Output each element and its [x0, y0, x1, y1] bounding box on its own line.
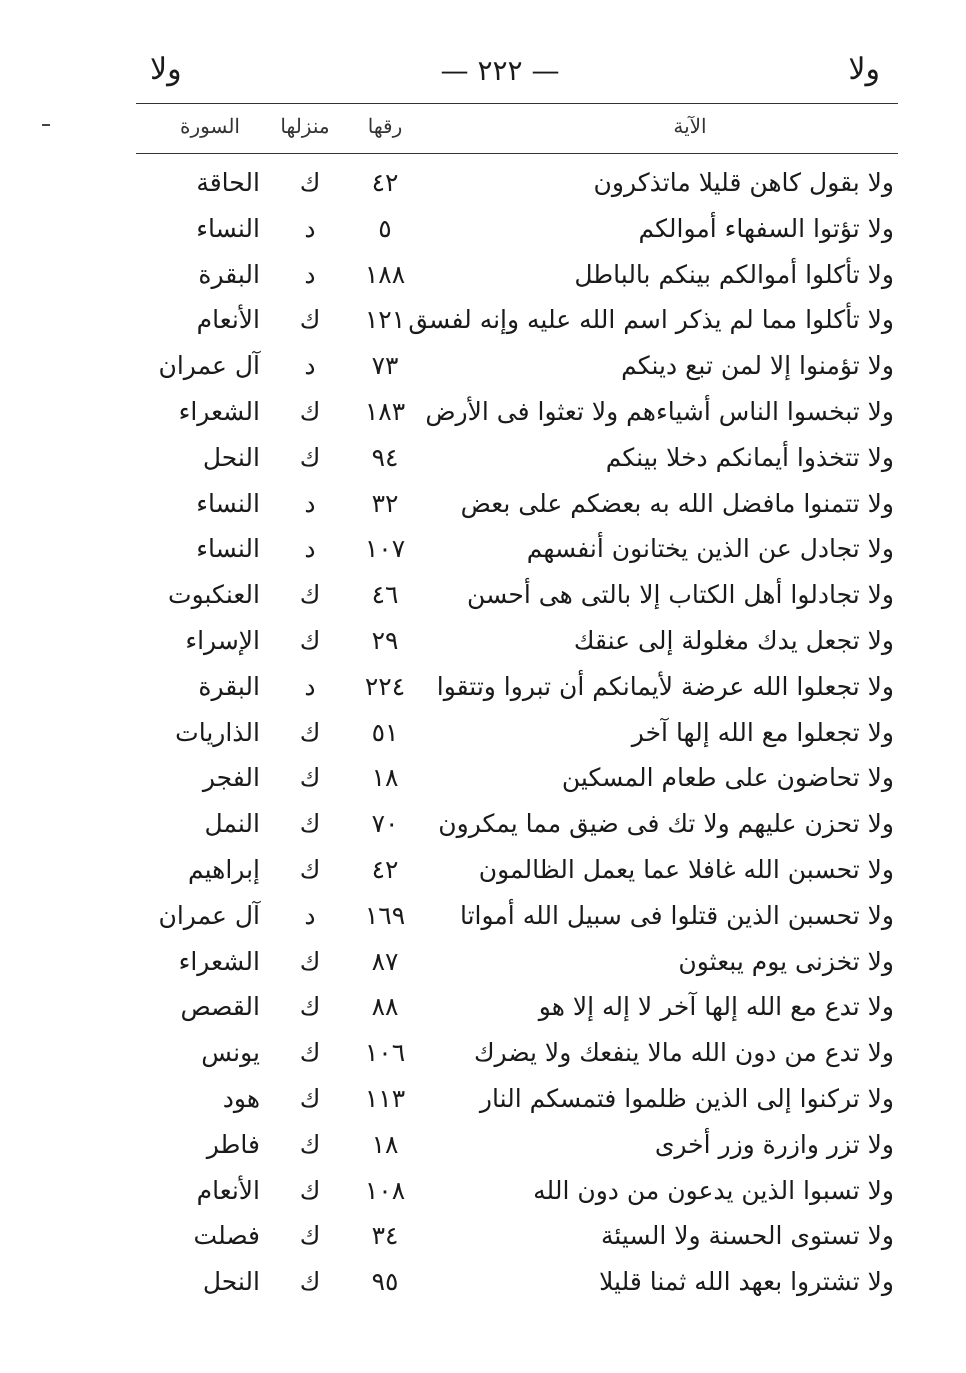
verse-text: ولا تتمنوا مافضل الله به بعضكم على بعض	[460, 488, 894, 518]
sura-name: الإسراء	[185, 625, 260, 655]
verse-number: ٩٥	[371, 1267, 399, 1297]
revelation-place: د	[304, 900, 316, 930]
sura-name: يونس	[201, 1038, 260, 1068]
revelation-place: د	[304, 488, 316, 518]
sura-name: الحاقة	[196, 168, 260, 197]
page-number: — ٢٢٢ —	[440, 54, 560, 87]
verse-number: ١٠٨	[364, 1175, 406, 1205]
revelation-place: ك	[299, 763, 321, 793]
revelation-place: ك	[299, 580, 321, 610]
table-row	[0, 572, 966, 618]
revelation-place: ك	[299, 1221, 321, 1251]
verse-text: ولا تركنوا إلى الذين ظلموا فتمسكم النار	[479, 1083, 894, 1113]
table-row	[0, 847, 966, 893]
sura-name: النمل	[204, 809, 260, 839]
verse-text: ولا تحسبن الله غافلا عما يعمل الظالمون	[478, 854, 894, 884]
verse-number: ١٢١	[364, 305, 406, 335]
sura-name: إبراهيم	[187, 854, 260, 884]
verse-text: ولا تجعلوا مع الله إلها آخر	[631, 717, 894, 747]
sura-name: الشعراء	[178, 396, 260, 426]
revelation-place: د	[304, 351, 316, 381]
verse-text: ولا تسبوا الذين يدعون من دون الله	[533, 1175, 894, 1205]
sura-name: آل عمران	[158, 351, 260, 381]
verse-number: ١٦٩	[364, 900, 406, 930]
sura-name: النساء	[196, 213, 260, 243]
table-row	[0, 1213, 966, 1259]
revelation-place: ك	[299, 442, 321, 472]
verse-text: ولا تخزنى يوم يبعثون	[678, 946, 894, 976]
verse-number: ١٠٦	[364, 1038, 406, 1068]
verse-number: ٥	[378, 213, 392, 243]
table-row	[0, 710, 966, 756]
table-row	[0, 481, 966, 527]
verse-number: ٨٧	[371, 946, 399, 976]
revelation-place: ك	[299, 305, 321, 335]
revelation-place: ك	[299, 717, 321, 747]
sura-name: الأنعام	[196, 1175, 260, 1205]
revelation-place: ك	[299, 1083, 321, 1113]
revelation-place: ك	[299, 1129, 321, 1159]
verse-number: ١٨٣	[364, 396, 406, 426]
top-rule	[136, 103, 898, 104]
table-row	[0, 801, 966, 847]
column-header-number: رقها	[367, 114, 403, 138]
sura-name: البقرة	[198, 259, 260, 289]
verse-number: ٤٦	[371, 580, 399, 610]
margin-mark	[42, 124, 50, 126]
revelation-place: ك	[299, 1267, 321, 1297]
table-row	[0, 343, 966, 389]
table-row	[0, 755, 966, 801]
revelation-place: ك	[299, 854, 321, 884]
verse-text: ولا تشتروا بعهد الله ثمنا قليلا	[599, 1267, 894, 1297]
revelation-place: د	[304, 259, 316, 289]
header-rule	[136, 153, 898, 154]
sura-name: النحل	[202, 442, 260, 472]
verse-text: ولا تدع من دون الله مالا ينفعك ولا يضرك	[473, 1038, 894, 1068]
table-row	[0, 206, 966, 252]
verse-text: ولا تستوى الحسنة ولا السيئة	[600, 1221, 894, 1251]
table-row	[0, 1259, 966, 1305]
table-row	[0, 939, 966, 985]
verse-number: ٢٢٤	[364, 671, 406, 701]
verse-number: ١٠٧	[364, 534, 406, 564]
header-keyword-right: ولا	[848, 52, 880, 87]
verse-number: ١٨	[371, 1129, 399, 1159]
sura-name: القصص	[180, 992, 260, 1022]
sura-name: آل عمران	[158, 900, 260, 930]
verse-number: ١٨	[371, 763, 399, 793]
sura-name: الأنعام	[196, 305, 260, 335]
verse-text: ولا تتخذوا أيمانكم دخلا بينكم	[605, 442, 894, 472]
verse-text: ولا تؤتوا السفهاء أموالكم	[638, 213, 894, 243]
verse-number: ١١٣	[364, 1083, 406, 1113]
revelation-place: ك	[299, 625, 321, 655]
verse-number: ٣٤	[371, 1221, 399, 1251]
verse-text: ولا تجعلوا الله عرضة لأيمانكم أن تبروا وتتقوا	[436, 671, 894, 701]
revelation-place: ك	[299, 809, 321, 839]
sura-name: فصلت	[193, 1221, 260, 1251]
revelation-place: ك	[299, 396, 321, 426]
verse-text: ولا تحزن عليهم ولا تك فى ضيق مما يمكرون	[438, 809, 894, 839]
verse-number: ٢٩	[371, 625, 399, 655]
verse-text: ولا تحسبن الذين قتلوا فى سبيل الله أمواتا	[459, 900, 894, 930]
verse-text: ولا تبخسوا الناس أشياءهم ولا تعثوا فى الأرض	[425, 396, 894, 426]
revelation-place: د	[304, 671, 316, 701]
sura-name: النحل	[202, 1267, 260, 1297]
sura-name: الفجر	[202, 763, 260, 793]
verse-text: ولا تأكلوا مما لم يذكر اسم الله عليه وإنه لفسق	[408, 305, 894, 335]
table-row	[0, 435, 966, 481]
header-keyword-left: ولا	[150, 52, 182, 87]
verse-number: ٨٨	[371, 992, 399, 1022]
column-header-revelation: منزلها	[280, 114, 330, 138]
sura-name: العنكبوت	[168, 580, 260, 610]
table-row	[0, 1030, 966, 1076]
verse-number: ٤٢	[371, 168, 399, 197]
table-row	[0, 664, 966, 710]
table-row	[0, 984, 966, 1030]
revelation-place: ك	[299, 1175, 321, 1205]
table-row	[0, 297, 966, 343]
table-row	[0, 526, 966, 572]
verse-number: ٣٢	[371, 488, 399, 518]
index-table	[0, 160, 966, 1305]
sura-name: الشعراء	[178, 946, 260, 976]
verse-text: ولا تجعل يدك مغلولة إلى عنقك	[573, 625, 894, 655]
verse-text: ولا تزر وازرة وزر أخرى	[654, 1129, 894, 1159]
verse-number: ٩٤	[371, 442, 399, 472]
revelation-place: ك	[299, 168, 321, 197]
verse-number: ٧٠	[371, 809, 399, 839]
column-header-aya: الآية	[673, 114, 707, 138]
verse-number: ١٨٨	[364, 259, 406, 289]
verse-text: ولا تدع مع الله إلها آخر لا إله إلا هو	[538, 992, 894, 1022]
verse-number: ٥١	[371, 717, 399, 747]
revelation-place: د	[304, 213, 316, 243]
table-row	[0, 1168, 966, 1214]
revelation-place: د	[304, 534, 316, 564]
table-row	[0, 618, 966, 664]
sura-name: النساء	[196, 488, 260, 518]
verse-text: ولا تجادل عن الذين يختانون أنفسهم	[526, 534, 894, 564]
verse-number: ٤٢	[371, 854, 399, 884]
table-row	[0, 893, 966, 939]
column-header-sura: السورة	[180, 114, 240, 138]
verse-number: ٧٣	[371, 351, 399, 381]
verse-text: ولا تجادلوا أهل الكتاب إلا بالتى هى أحسن	[467, 580, 894, 610]
sura-name: البقرة	[198, 671, 260, 701]
revelation-place: ك	[299, 992, 321, 1022]
table-row	[0, 160, 966, 206]
revelation-place: ك	[299, 1038, 321, 1068]
verse-text: ولا تؤمنوا إلا لمن تبع دينكم	[621, 351, 894, 381]
table-row	[0, 1076, 966, 1122]
sura-name: هود	[222, 1083, 260, 1113]
sura-name: فاطر	[206, 1129, 260, 1159]
revelation-place: ك	[299, 946, 321, 976]
verse-text: ولا بقول كاهن قليلا ماتذكرون	[593, 168, 894, 197]
sura-name: النساء	[196, 534, 260, 564]
verse-text: ولا تحاضون على طعام المسكين	[561, 763, 894, 793]
verse-text: ولا تأكلوا أموالكم بينكم بالباطل	[574, 259, 894, 289]
sura-name: الذاريات	[175, 717, 260, 747]
table-row	[0, 1122, 966, 1168]
table-row	[0, 389, 966, 435]
table-row	[0, 252, 966, 298]
